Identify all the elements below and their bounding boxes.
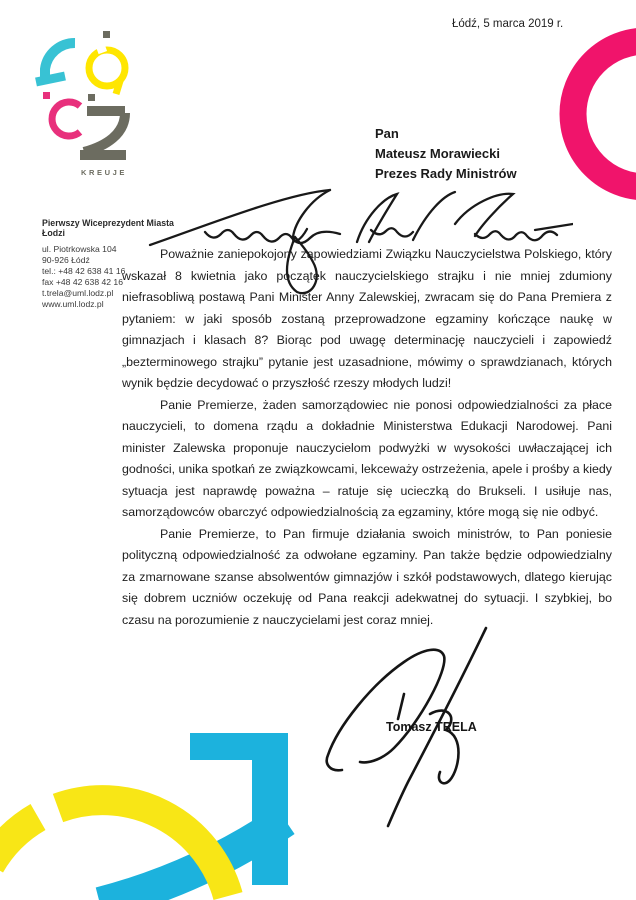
logo-letter-l-bar-icon	[36, 76, 65, 82]
letter-body	[122, 244, 612, 631]
logo-letter-d-icon	[52, 102, 80, 136]
logo-letter-z-base-icon	[80, 150, 126, 160]
logo-letter-z-top-icon	[87, 106, 125, 116]
logo-caption: KREUJE	[81, 168, 128, 177]
sender-address-line: 90-926 Łódź	[42, 255, 90, 265]
lodz-kreuje-logo-icon	[30, 28, 170, 180]
bottom-logo-decoration	[0, 726, 316, 900]
date-line: Łódź, 5 marca 2019 r.	[452, 18, 564, 30]
logo-letter-z-curve-icon	[84, 113, 125, 152]
yellow-arc-left-shape	[0, 817, 38, 865]
sender-address-line: tel.: +48 42 638 41 16	[42, 266, 126, 276]
sender-email: t.trela@uml.lodz.pl	[42, 288, 114, 298]
logo-letter-z-accent-icon	[88, 94, 95, 101]
sender-website: www.uml.lodz.pl	[42, 299, 104, 309]
paragraph: Poważnie zaniepokojony zapowiedziami Związku Nauczycielstwa Polskiego, który wskazał 8 kwietnia jako początek nauczycielskiego strajku i nie mniej zdumiony niefrasobliwą postawą Pani Minister Anny Zalewskiej, zwracam się do Pana Premiera z pytaniem: w jaki sposób zostaną przeprowadzone egzaminy kończące naukę w gimnazjach i klasach 8? Biorąc pod uwagę determinację nauczycieli i zapowiedź „bezterminowego strajku” pytanie jest uzasadnione, mówimy o sprawdzianach, których wynik będzie decydować o przyszłość rzeszy młodych ludzi!	[122, 247, 612, 390]
recipient-line: Prezes Rady Ministrów	[375, 166, 517, 181]
magenta-arc-decoration	[554, 22, 636, 207]
sender-address-line: fax +48 42 638 42 16	[42, 277, 123, 287]
logo-letter-o-icon	[89, 50, 125, 86]
sender-address-block	[42, 244, 125, 310]
logo-accent-icon	[103, 31, 110, 38]
recipient-line: Mateusz Morawiecki	[375, 146, 500, 161]
recipient-line: Pan	[375, 126, 399, 141]
signer-name: Tomasz TRELA	[386, 720, 477, 734]
sender-title: Pierwszy Wiceprezydent Miasta Łodzi	[42, 218, 174, 238]
logo-letter-o-tail-icon	[116, 81, 120, 94]
recipient-block	[375, 124, 517, 184]
magenta-ring-shape	[573, 41, 636, 187]
sender-address-line: ul. Piotrkowska 104	[42, 244, 117, 254]
paragraph: Panie Premierze, to Pan firmuje działania swoich ministrów, to Pan poniesie polityczną odpowiedzialność za odwołane egzaminy. Pan także będzie odpowiedzialny za zmarnowane szanse absolwentów gimnazjów i szkół podstawowych, dlatego kierując się dobrem uczniów oczekuję od Pana reakcji adekwatnej do sytuacji. I szybkiej, bo czasu na porozumienie z nauczycielami jest coraz mniej.	[122, 526, 612, 627]
paragraph: Panie Premierze, żaden samorządowiec nie ponosi odpowiedzialności za płace nauczycieli, to domena rządu a dokładnie Ministerstwa Edukacji Narodowej. Pani minister Zalewska proponuje nauczycielom podwyżki w wysokości uwłaczającej ich godności, unika spotkań ze związkowcami, lekceważy ostrzeżenia, apele i prośby a kiedy sytuacja jest naprawdę poważna – ratuje się ucieczką do Brukseli. I usiłuje nas, samorządowców obarczyć odpowiedzialnością za egzaminy, które mogą się nie odbyć.	[122, 397, 612, 519]
logo-dot-icon	[43, 92, 50, 99]
